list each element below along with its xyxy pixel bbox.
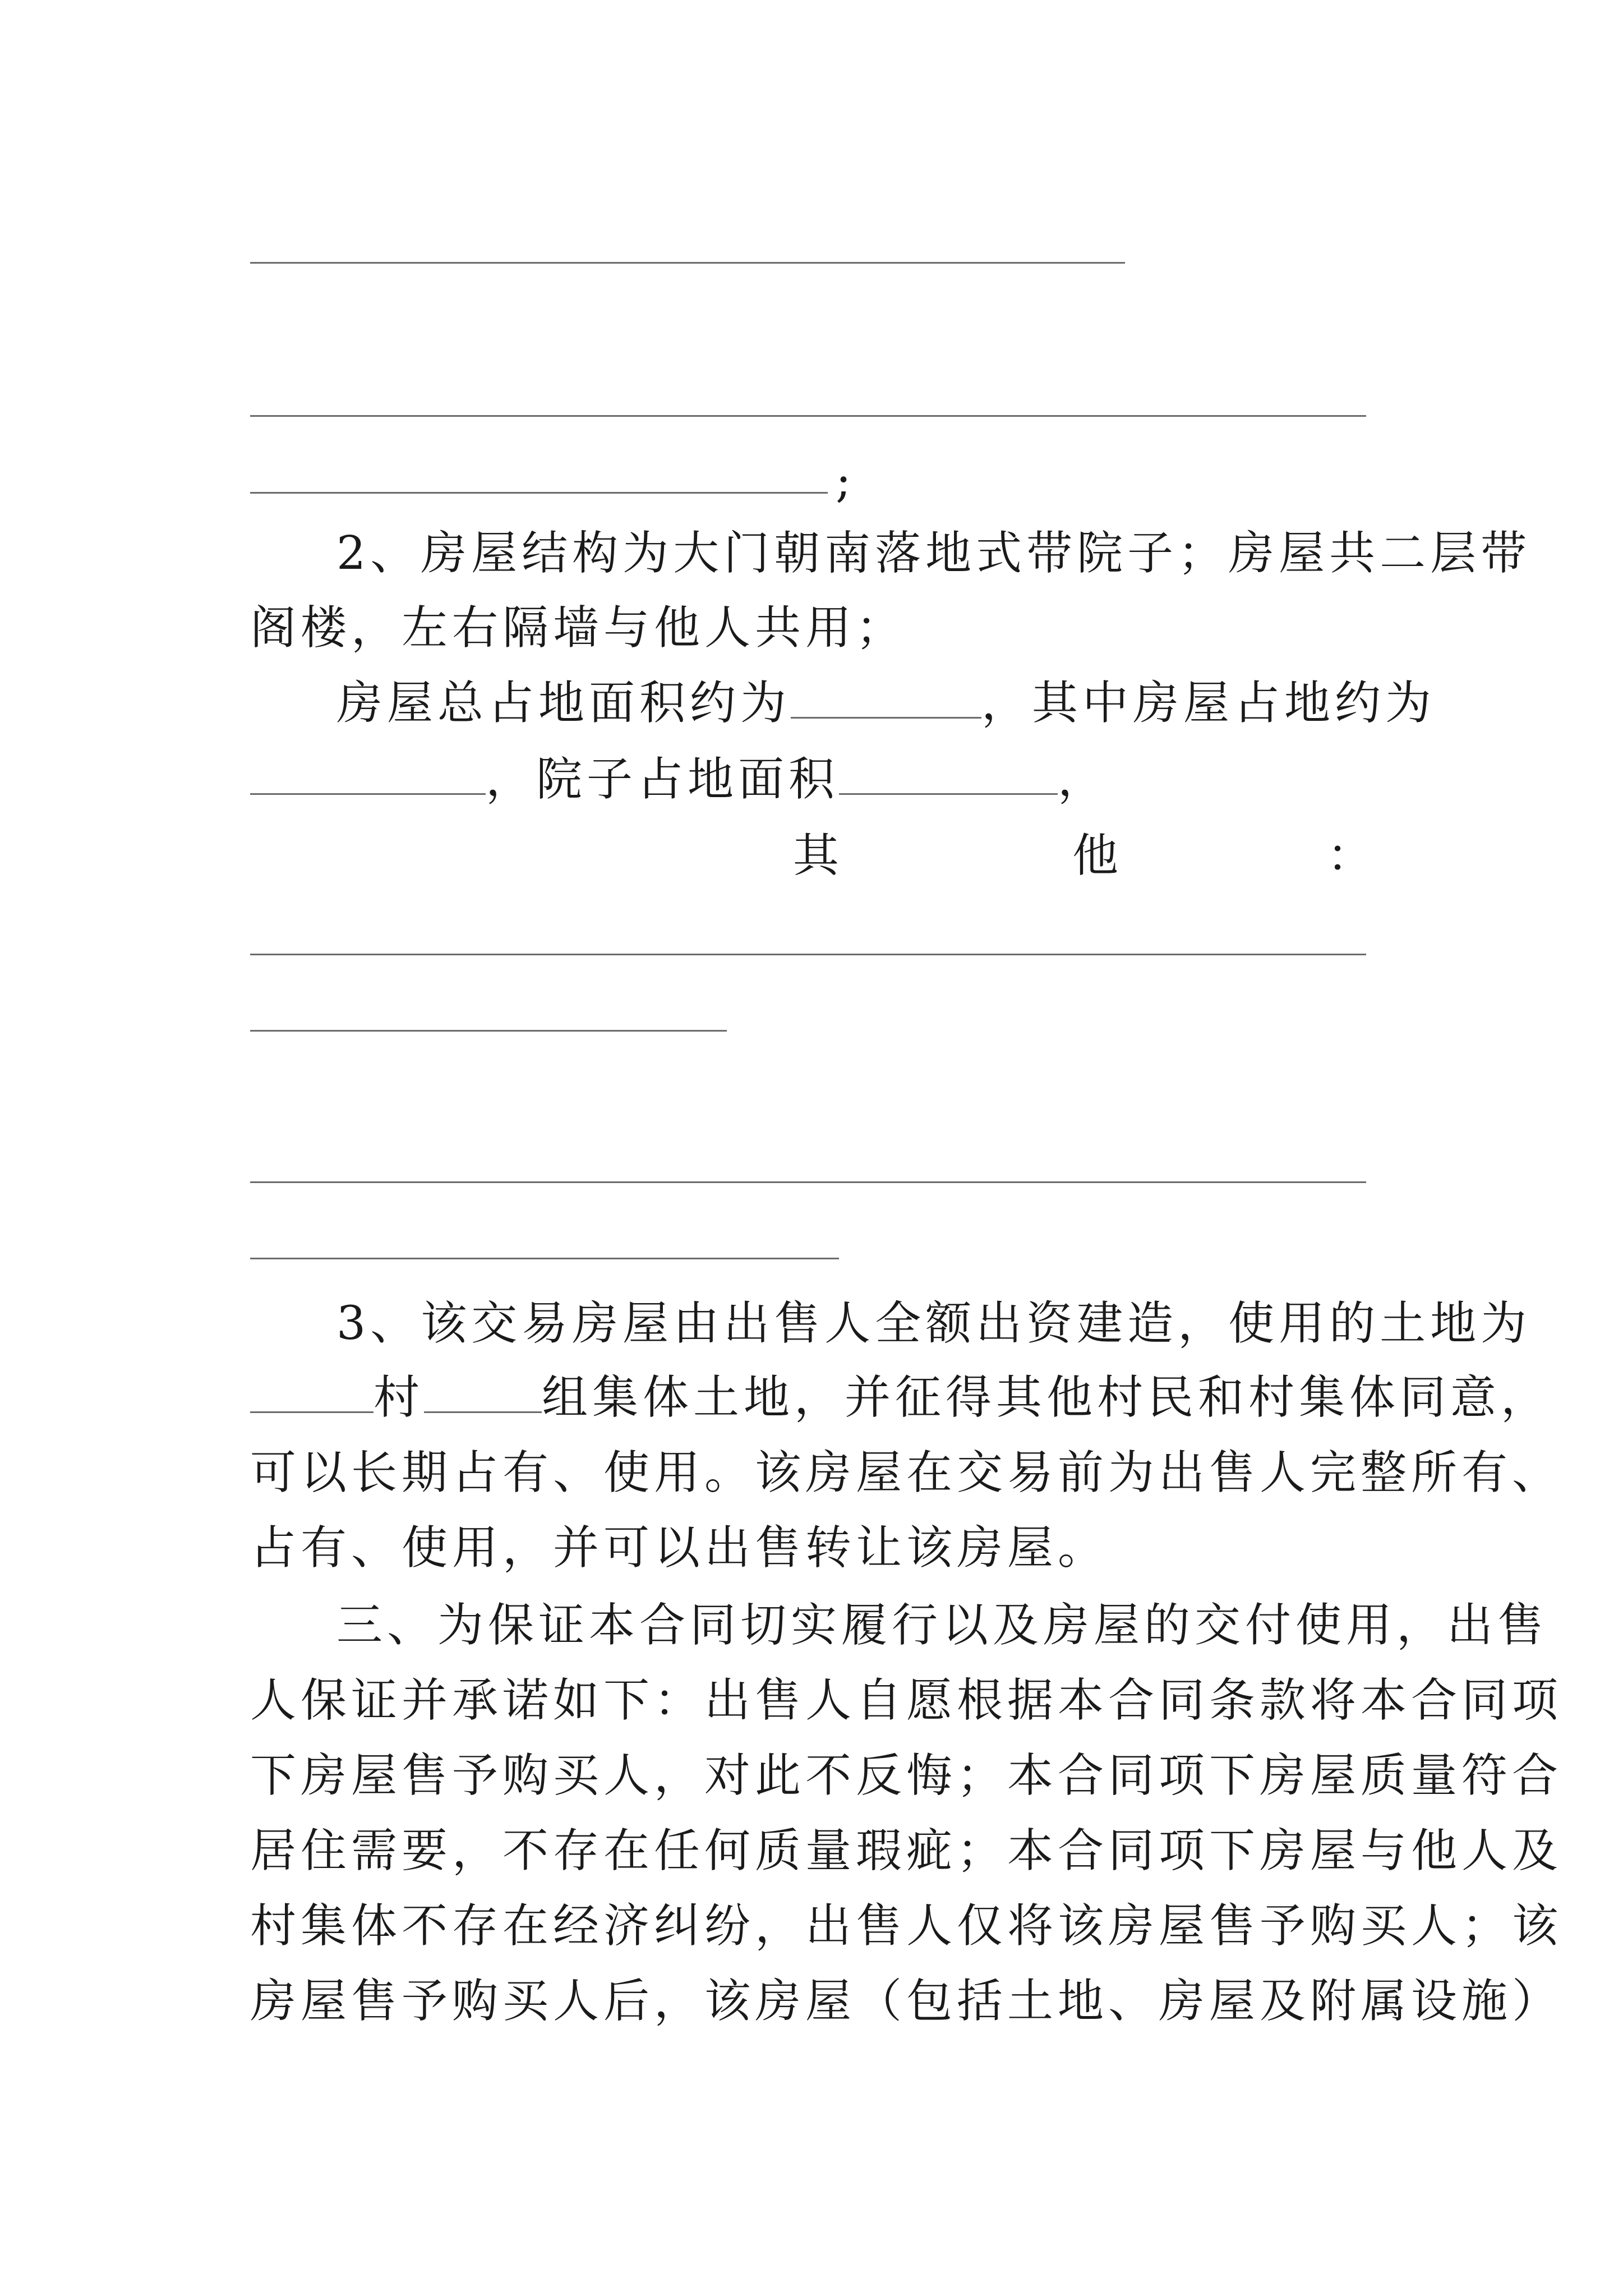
item2-line1: 2、房屋结构为大门朝南落地式带院子；房屋共二层带: [336, 527, 1532, 580]
section3-line3: 下房屋售予购买人，对此不反悔；本合同项下房屋质量符合: [250, 1749, 1563, 1802]
semicolon: ;: [836, 454, 856, 508]
section3-line5: 村集体不存在经济纠纷，出售人仅将该房屋售予购买人；该: [250, 1899, 1563, 1953]
item3-line4: 占有、使用，并可以出售转让该房屋。: [250, 1521, 1109, 1575]
total-area-blank[interactable]: [791, 678, 981, 719]
section3-line2: 人保证并承诺如下：出售人自愿根据本合同条款将本合同项: [250, 1674, 1563, 1727]
house-area-blank[interactable]: [250, 754, 486, 795]
group-text: 组集体土地，并征得其他村民和村集体同意，: [542, 1371, 1552, 1424]
blank-line: [250, 492, 828, 494]
yard-area-label: ，院子占地面积: [486, 753, 840, 806]
section3-line1: 三、为保证本合同切实履行以及房屋的交付使用，出售: [336, 1599, 1548, 1652]
item3-line2: [250, 1370, 1552, 1426]
yard-area-blank[interactable]: [839, 754, 1058, 795]
item3-line3: 可以长期占有、使用。该房屋在交易前为出售人完整所有、: [250, 1446, 1563, 1499]
other-colon: ：: [1327, 829, 1373, 882]
blank-line: [250, 415, 1366, 417]
item2-line2: 阁楼，左右隔墙与他人共用；: [250, 601, 907, 655]
house-area-label: ，其中房屋占地约为: [981, 677, 1436, 730]
blank-line: [250, 1181, 1366, 1183]
blank-line: [250, 262, 1125, 264]
group-blank[interactable]: [424, 1372, 542, 1413]
comma: ，: [1058, 753, 1109, 806]
item2-line3: [336, 675, 1492, 731]
item2-line4: [250, 752, 1405, 808]
village-label: 村: [374, 1371, 425, 1424]
section3-line4: 居住需要，不存在任何质量瑕疵；本合同项下房屋与他人及: [250, 1824, 1563, 1878]
blank-line: [250, 954, 1366, 955]
blank-line: [250, 1258, 839, 1259]
blank-line: [250, 1030, 727, 1032]
item3-line1: 3、该交易房屋由出售人全额出资建造，使用的土地为: [336, 1297, 1532, 1350]
section3-line6: 房屋售予购买人后，该房屋（包括土地、房屋及附属设施）: [250, 1975, 1563, 2028]
other-char-2: 他: [1072, 829, 1119, 882]
other-char-1: 其: [793, 829, 840, 882]
total-area-label: 房屋总占地面积约为: [336, 677, 791, 730]
village-blank[interactable]: [250, 1372, 374, 1413]
